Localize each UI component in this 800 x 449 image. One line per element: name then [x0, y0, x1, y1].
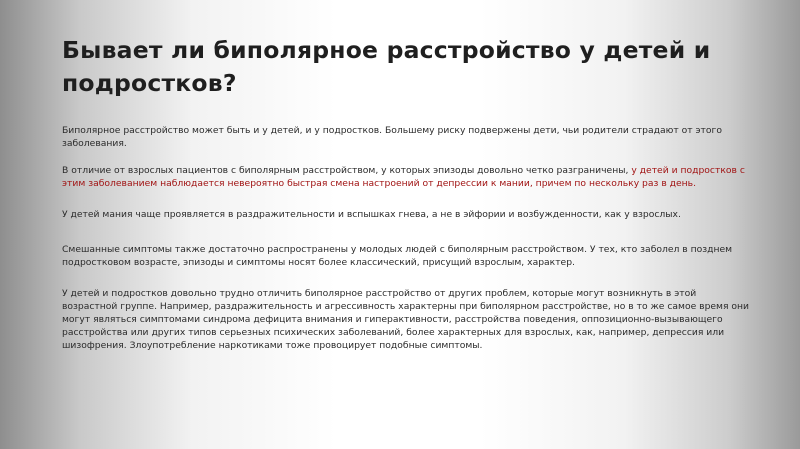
highlighted-text: у детей и подростков с этим заболеванием наблюдается невероятно быстрая смена настроений от депрессии к мании, причем по нескольку раз в день.: [62, 165, 745, 189]
slide-body: [62, 124, 752, 352]
slide-title: Бывает ли биполярное расстройство у детей и подростков?: [62, 36, 711, 97]
paragraph-episodes: [62, 164, 752, 190]
paragraph-diagnosis: У детей и подростков довольно трудно отличить биполярное расстройство от других проблем, которые могут возникнуть в этой возрастной группе. Например, раздражительность и агрессивность характерны при биполярном расстройстве, но в то же самое время они могут являться симптомами синдрома дефицита внимания и гиперактивности, расстройства поведения, оппозиционно-вызывающего расстройства или других типов серьезных психических заболеваний, более характерных для взрослых, как, например, депрессия или шизофрения. Злоупотребление наркотиками тоже провоцирует подобные симптомы.: [62, 288, 750, 351]
paragraph-mania: У детей мания чаще проявляется в раздражительности и вспышках гнева, а не в эйфории и возбужденности, как у взрослых.: [62, 209, 681, 220]
paragraph-risk: Биполярное расстройство может быть и у детей, и у подростков. Большему риску подвержены дети, чьи родители страдают от этого заболевания.: [62, 125, 722, 149]
paragraph-episodes-text: В отличие от взрослых пациентов с биполярным расстройством, у которых эпизоды довольно четко разграничены,: [62, 165, 632, 176]
paragraph-mixed-symptoms: Смешанные симптомы также достаточно распространены у молодых людей с биполярным расстройством. У тех, кто заболел в позднем подростковом возрасте, эпизоды и симптомы носят более классический, присущий взрослым, характер.: [62, 244, 733, 268]
